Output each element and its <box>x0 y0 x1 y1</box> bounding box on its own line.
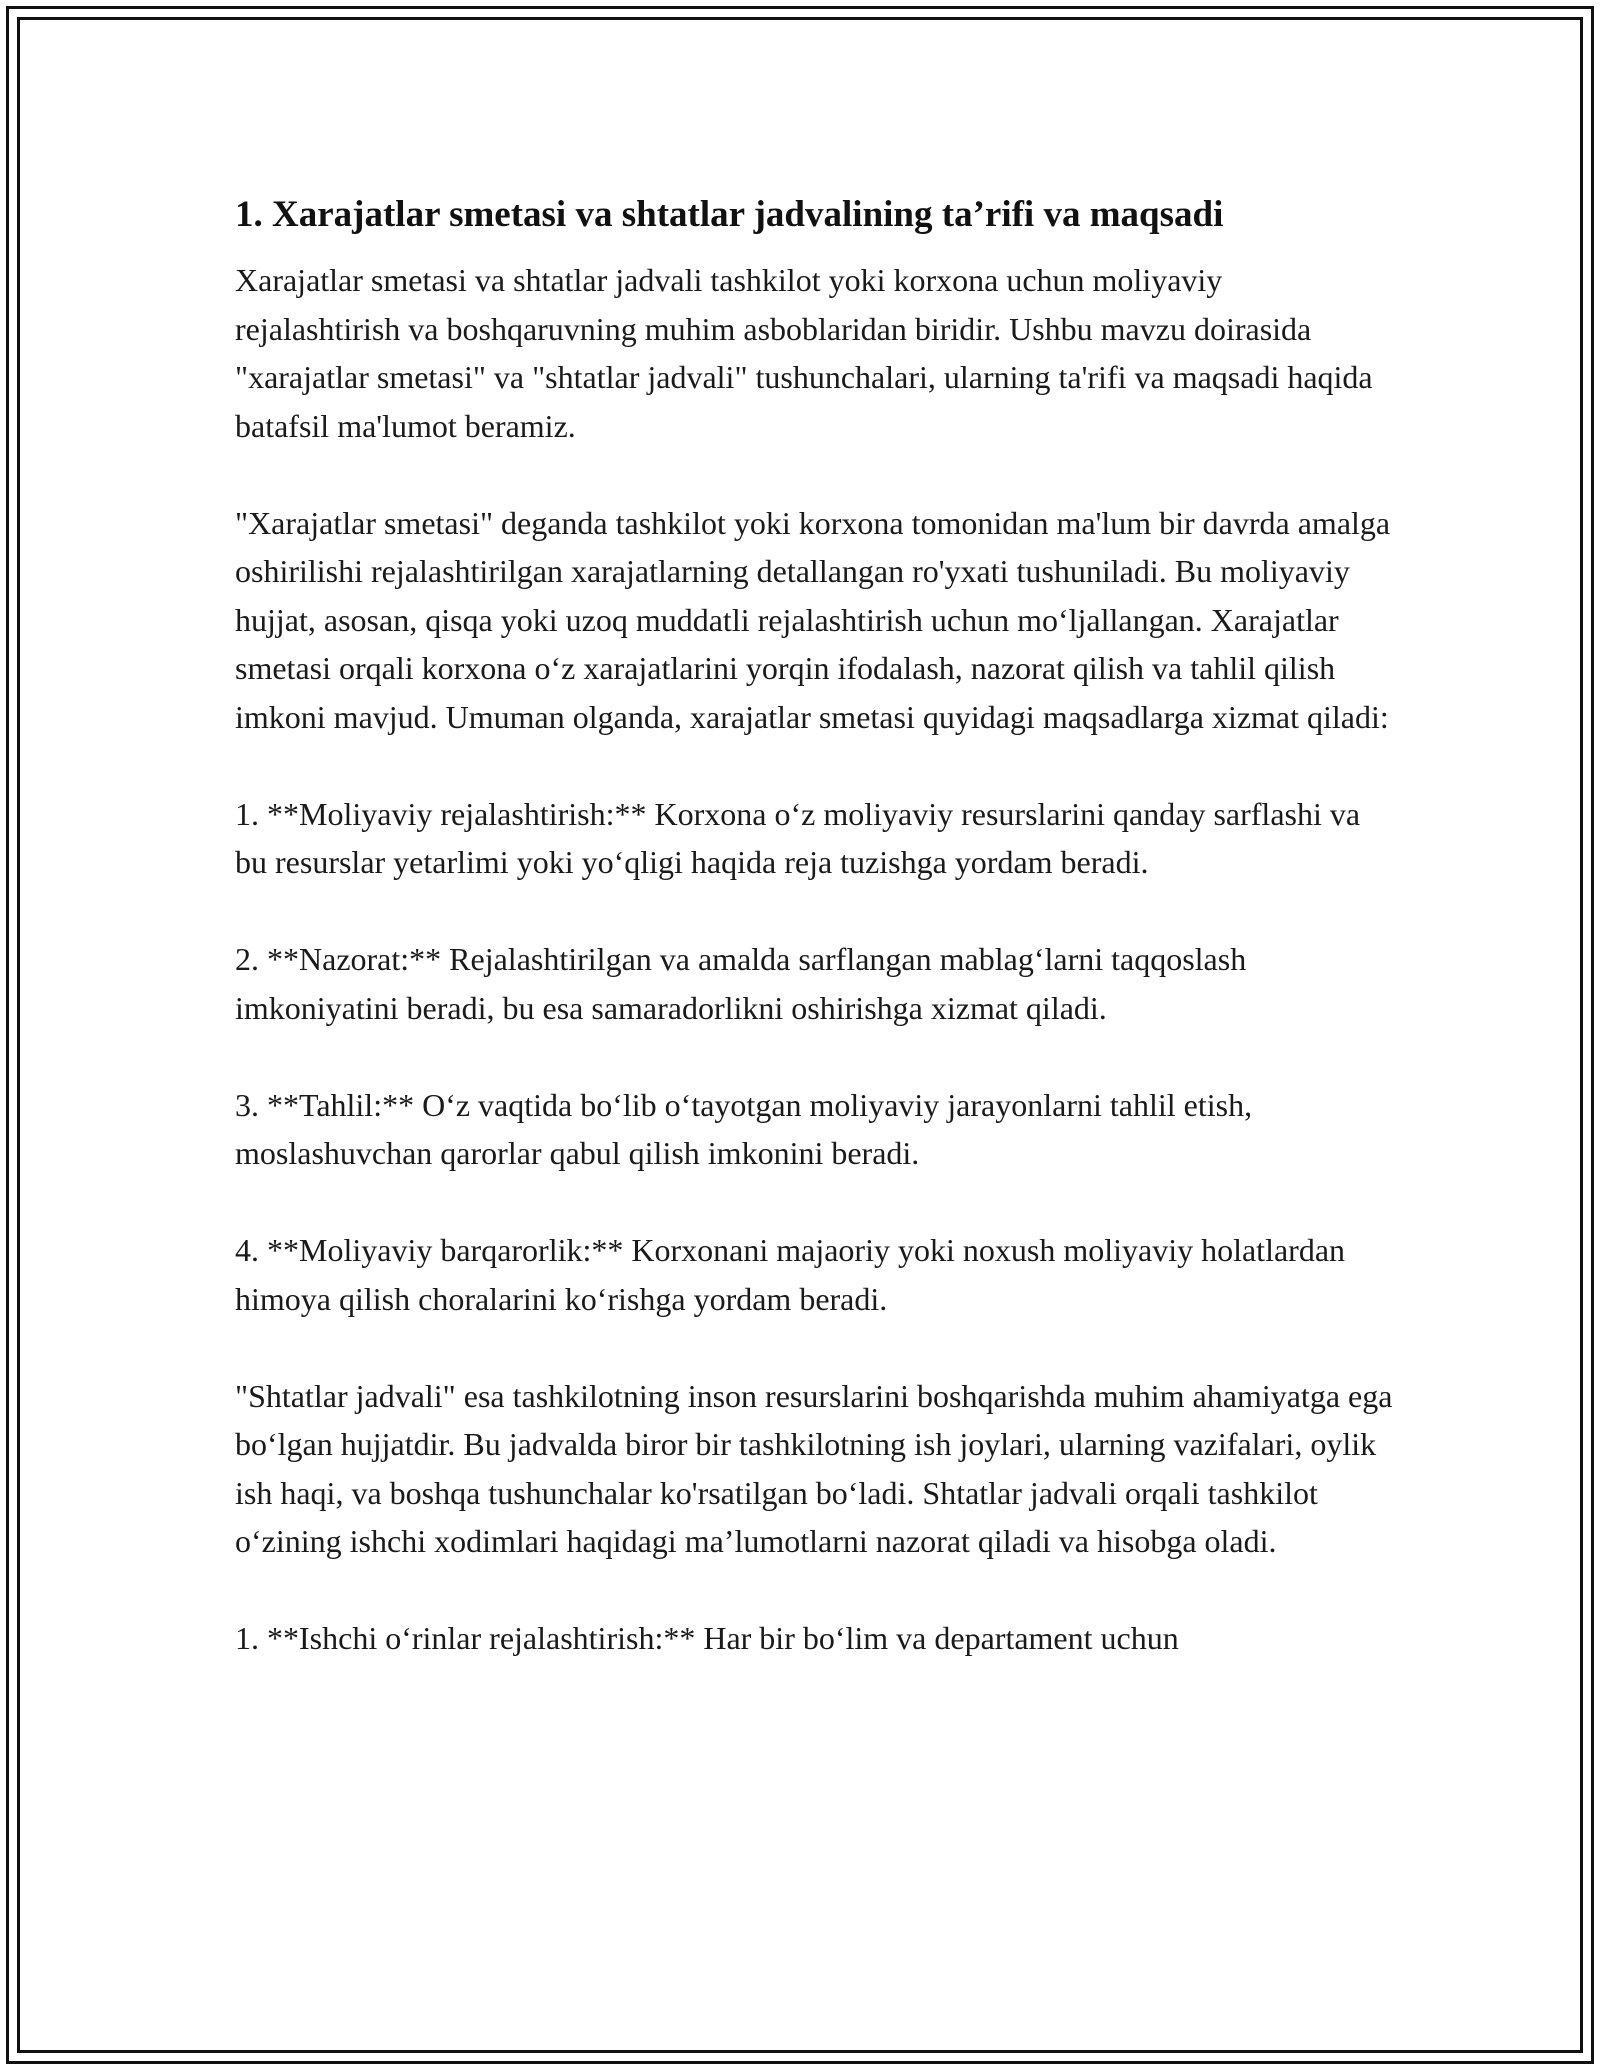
paragraph-staffing-definition: "Shtatlar jadvali" esa tashkilotning inson resurslarini boshqarishda muhim ahamiyatga ega boʻlgan hujjatdir. Bu jadvalda biror bir tashkilotning ish joylari, ularning vazifalari, oylik ish haqi, va boshqa tushunchalar ko'rsatilgan boʻladi. Shtatlar jadvali orqali tashkilot oʻzining ishchi xodimlari haqidagi ma’lumotlarni nazorat qiladi va hisobga oladi. <box>235 1377 1393 1559</box>
paragraph-smeta-definition: "Xarajatlar smetasi" deganda tashkilot yoki korxona tomonidan ma'lum bir davrda amalga oshirilishi rejalashtirilgan xarajatlarning detallangan ro'yxati tushuniladi. Bu moliyaviy hujjat, asosan, qisqa yoki uzoq muddatli rejalashtirish uchun moʻljallangan. Xarajatlar smetasi orqali korxona oʻz xarajatlarini yorqin ifodalash, nazorat qilish va tahlil qilish imkoni mavjud. Umuman olganda, xarajatlar smetasi quyidagi maqsadlarga xizmat qiladi: <box>235 504 1391 735</box>
paragraph-item-analysis: 3. **Tahlil:** Oʻz vaqtida boʻlib oʻtayotgan moliyaviy jarayonlarni tahlil etish, moslashuvchan qarorlar qabul qilish imkonini beradi. <box>235 1086 1253 1171</box>
paragraph-item-workplaces: 1. **Ishchi oʻrinlar rejalashtirish:** Har bir boʻlim va departament uchun <box>235 1620 1179 1656</box>
section-heading: 1. Xarajatlar smetasi va shtatlar jadvalining ta’rifi va maqsadi <box>235 194 1224 235</box>
paragraph-item-financial-planning: 1. **Moliyaviy rejalashtirish:** Korxona oʻz moliyaviy resurslarini qanday sarflashi va bu resurslar yetarlimi yoki yoʻqligi haqida reja tuzishga yordam beradi. <box>235 795 1361 880</box>
paragraph-item-stability: 4. **Moliyaviy barqarorlik:** Korxonani majaoriy yoki noxush moliyaviy holatlardan himoya qilish choralarini koʻrishga yordam beradi. <box>235 1232 1346 1317</box>
paragraph-item-control: 2. **Nazorat:** Rejalashtirilgan va amalda sarflangan mablagʻlarni taqqoslash imkoniyatini beradi, bu esa samaradorlikni oshirishga xizmat qiladi. <box>235 941 1247 1026</box>
document-body <box>235 190 1395 1711</box>
paragraph-intro: Xarajatlar smetasi va shtatlar jadvali tashkilot yoki korxona uchun moliyaviy rejalashtirish va boshqaruvning muhim asboblaridan biridir. Ushbu mavzu doirasida "xarajatlar smetasi" va "shtatlar jadvali" tushunchalari, ularning ta'rifi va maqsadi haqida batafsil ma'lumot beramiz. <box>235 262 1373 444</box>
